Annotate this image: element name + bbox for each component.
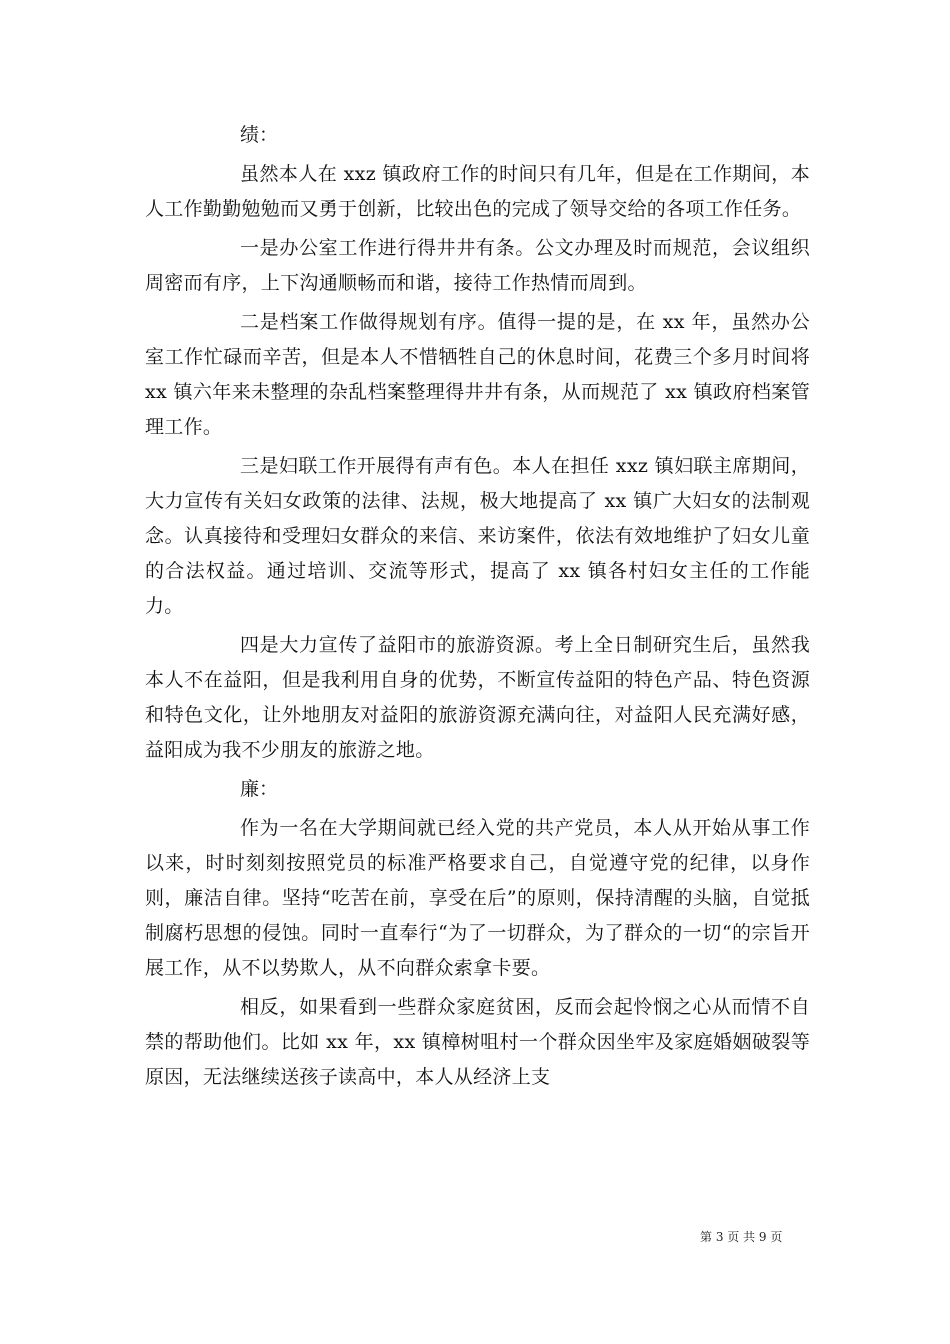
paragraph: 相反，如果看到一些群众家庭贫困，反而会起怜悯之心从而情不自禁的帮助他们。比如 xx 年，xx 镇樟树咀村一个群众因坐牢及家庭婚姻破裂等原因，无法继续送孩子读高中，本人从经济上支 (145, 996, 810, 1088)
document-body (145, 118, 810, 1099)
paragraph: 四是大力宣传了益阳市的旅游资源。考上全日制研究生后，虽然我本人不在益阳，但是我利用自身的优势，不断宣传益阳的特色产品、特色资源和特色文化，让外地朋友对益阳的旅游资源充满向往，对益阳人民充满好感，益阳成为我不少朋友的旅游之地。 (145, 634, 810, 761)
section-heading-performance: 绩： (240, 124, 279, 146)
paragraph: 三是妇联工作开展得有声有色。本人在担任 xxz 镇妇联主席期间，大力宣传有关妇女政策的法律、法规，极大地提高了 xx 镇广大妇女的法制观念。认真接待和受理妇女群众的来信、来访案件，依法有效地维护了妇女儿童的合法权益。通过培训、交流等形式，提高了 xx 镇各村妇女主任的工作能力。 (145, 455, 810, 617)
page-number: 第 3 页 共 9 页 (700, 1230, 783, 1244)
paragraph: 一是办公室工作进行得井井有条。公文办理及时而规范，会议组织周密而有序，上下沟通顺畅而和谐，接待工作热情而周到。 (145, 237, 810, 294)
paragraph: 虽然本人在 xxz 镇政府工作的时间只有几年，但是在工作期间，本人工作勤勤勉勉而又勇于创新，比较出色的完成了领导交给的各项工作任务。 (145, 163, 810, 220)
paragraph: 作为一名在大学期间就已经入党的共产党员，本人从开始从事工作以来，时时刻刻按照党员的标准严格要求自己，自觉遵守党的纪律，以身作则，廉洁自律。坚持“吃苦在前，享受在后”的原则，保持清醒的头脑，自觉抵制腐朽思想的侵蚀。同时一直奉行“为了一切群众，为了群众的一切“的宗旨开展工作，从不以势欺人，从不向群众索拿卡要。 (145, 817, 810, 979)
section-heading-integrity: 廉： (240, 778, 279, 800)
paragraph: 二是档案工作做得规划有序。值得一提的是，在 xx 年，虽然办公室工作忙碌而辛苦，但是本人不惜牺牲自己的休息时间，花费三个多月时间将 xx 镇六年来未整理的杂乱档案整理得井井有条，从而规范了 xx 镇政府档案管理工作。 (145, 311, 810, 438)
